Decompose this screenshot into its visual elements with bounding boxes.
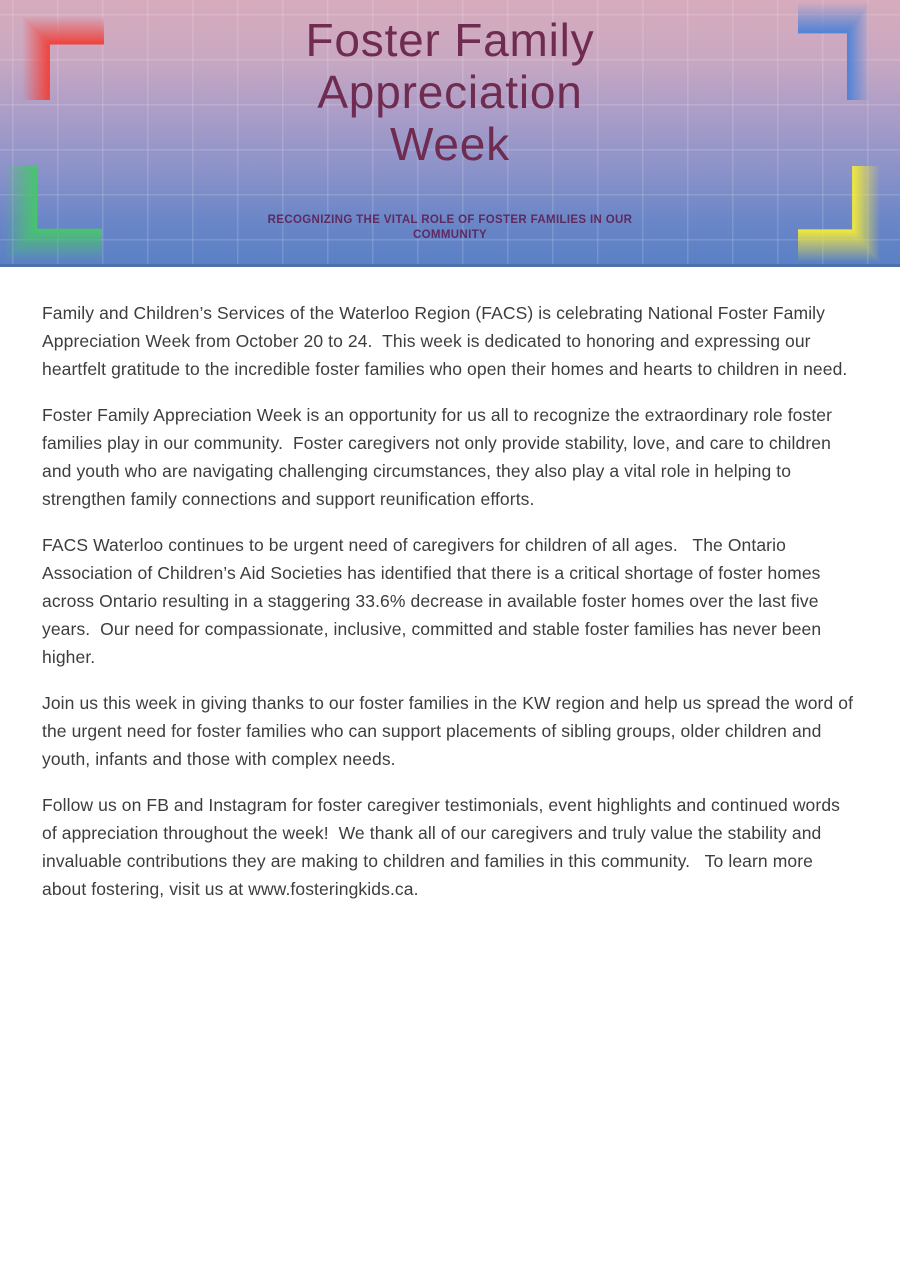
paragraph-join-us: Join us this week in giving thanks to our foster families in the KW region and help us spread the word of the urgent need for foster families who can support placements of sibling groups, older children and youth, infants and those with complex needs. <box>42 693 859 769</box>
paragraph-urgent-need: FACS Waterloo continues to be urgent need of caregivers for children of all ages. The Ontario Association of Children’s Aid Societies has identified that there is a critical shortage of foster homes across Ontario resulting in a staggering 33.6% decrease in available foster homes over the last five years. Our need for compassionate, inclusive, committed and stable foster families has never been higher. <box>42 535 827 667</box>
page-subtitle: RECOGNIZING THE VITAL ROLE OF FOSTER FAMILIES IN OUR COMMUNITY <box>267 214 633 241</box>
title-line-1: Foster Family <box>305 14 595 66</box>
article-body <box>0 267 900 981</box>
corner-bracket-blue-icon <box>798 2 870 100</box>
corner-bracket-yellow-icon <box>798 166 880 262</box>
paragraph-recognition: Foster Family Appreciation Week is an opportunity for us all to recognize the extraordinary role foster families play in our community. Foster caregivers not only provide stability, love, and care to children and youth who are navigating challenging circumstances, they also play a vital role in helping to strengthen family connections and support reunification efforts. <box>42 405 838 509</box>
paragraph-intro: Family and Children’s Services of the Waterloo Region (FACS) is celebrating National Foster Family Appreciation Week from October 20 to 24. This week is dedicated to honoring and expressing our heartfelt gratitude to the incredible foster families who open their homes and hearts to children in need. <box>42 303 848 379</box>
paragraph-follow-us: Follow us on FB and Instagram for foster caregiver testimonials, event highlights and continued words of appreciation throughout the week! We thank all of our caregivers and truly value the stability and invaluable contributions they are making to children and families in this community. To learn more about fostering, visit us at www.fosteringkids.ca. <box>42 795 845 899</box>
hero-banner <box>0 0 900 267</box>
title-line-3: Week <box>390 118 510 170</box>
title-line-2: Appreciation <box>317 66 583 118</box>
corner-bracket-green-icon <box>4 166 102 261</box>
page-title <box>0 14 900 170</box>
corner-bracket-red-icon <box>22 16 104 100</box>
